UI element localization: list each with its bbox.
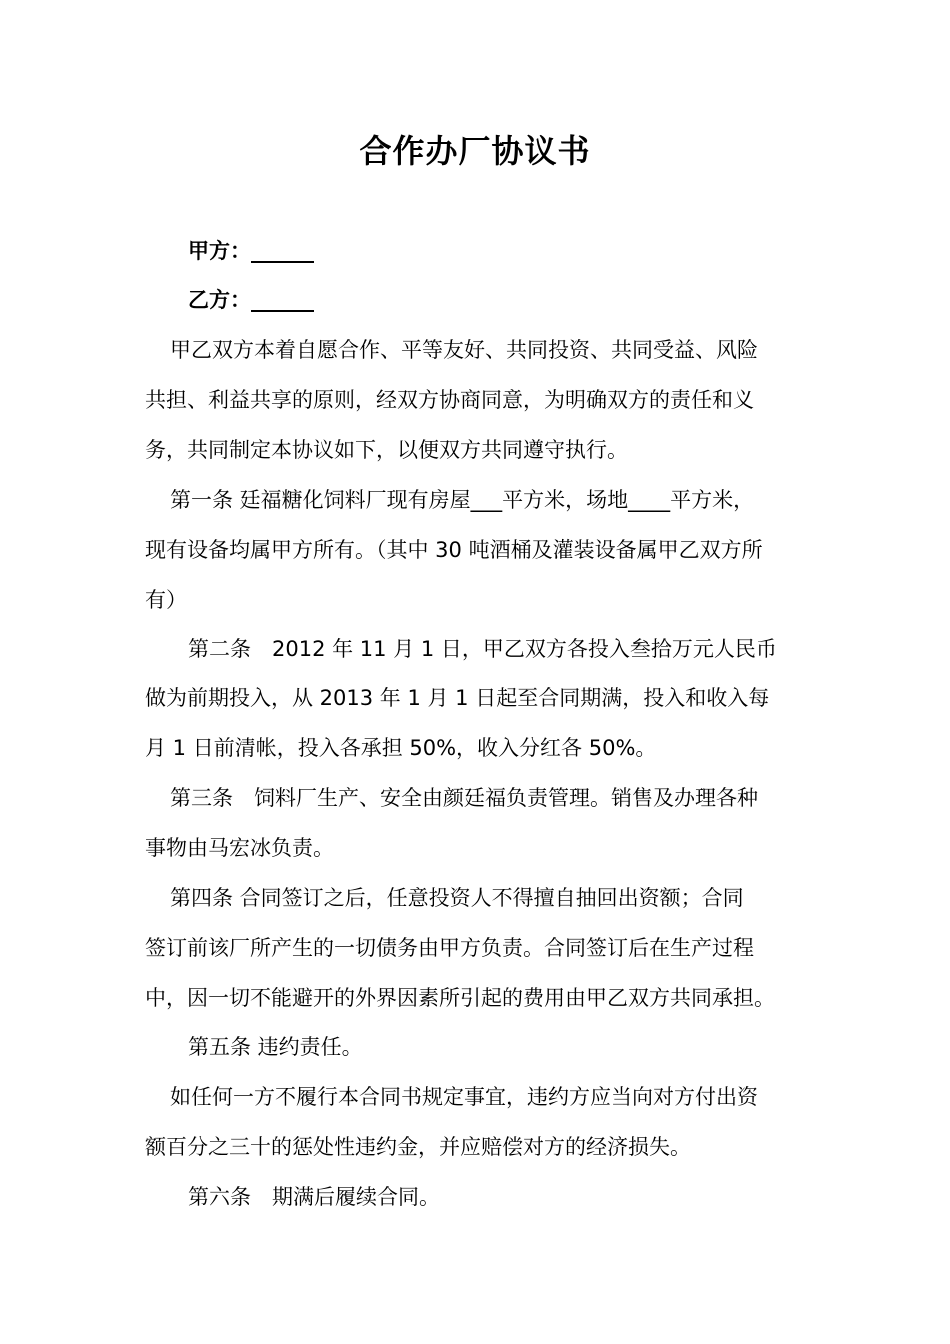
body-line: 签订前该厂所产生的一切债务由甲方负责。合同签订后在生产过程 <box>145 936 754 960</box>
body-line: 做为前期投入，从 2013 年 1 月 1 日起至合同期满，投入和收入每 <box>145 686 770 710</box>
article-4-line: 第四条 合同签订之后，任意投资人不得擅自抽回出资额；合同 <box>170 886 744 910</box>
article-5-line: 第五条 违约责任。 <box>188 1035 363 1059</box>
body-line: 共担、利益共享的原则，经双方协商同意，为明确双方的责任和义 <box>145 388 754 412</box>
article-2-line: 第二条 2012 年 11 月 1 日，甲乙双方各投入叁拾万元人民币 <box>188 637 777 661</box>
body-line: 额百分之三十的惩处性违约金，并应赔偿对方的经济损失。 <box>145 1135 691 1159</box>
article-6-line: 第六条 期满后履续合同。 <box>188 1185 440 1209</box>
document-title: 合作办厂协议书 <box>359 132 591 170</box>
body-line: 务，共同制定本协议如下，以便双方共同遵守执行。 <box>145 438 628 462</box>
article-3-line: 第三条 饲料厂生产、安全由颜廷福负责管理。销售及办理各种 <box>170 786 758 810</box>
party-b-line: 乙方：______ <box>188 288 314 312</box>
party-a-line: 甲方：______ <box>188 239 314 263</box>
body-line: 现有设备均属甲方所有。（其中 30 吨酒桶及灌装设备属甲乙双方所 <box>145 538 763 562</box>
body-line: 甲乙双方本着自愿合作、平等友好、共同投资、共同受益、风险 <box>170 338 758 362</box>
body-line: 月 1 日前清帐，投入各承担 50%，收入分红各 50%。 <box>145 736 657 760</box>
article-1-line: 第一条 廷福糖化饲料厂现有房屋___平方米，场地____平方米， <box>170 488 755 512</box>
body-line: 如任何一方不履行本合同书规定事宜，违约方应当向对方付出资 <box>170 1085 758 1109</box>
body-line: 中，因一切不能避开的外界因素所引起的费用由甲乙双方共同承担。 <box>145 986 775 1010</box>
body-line: 有） <box>145 588 187 612</box>
body-line: 事物由马宏冰负责。 <box>145 836 334 860</box>
